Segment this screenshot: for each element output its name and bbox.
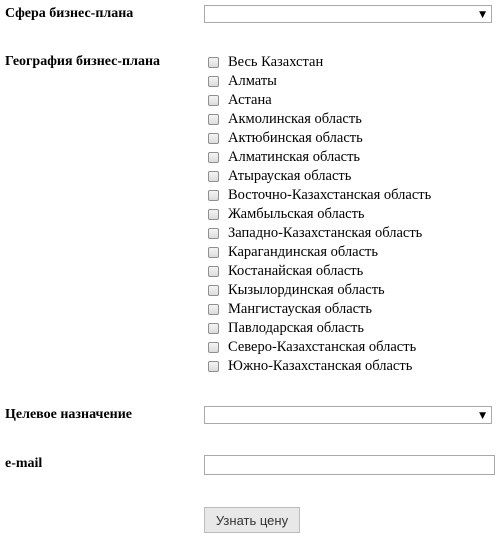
region-option[interactable] bbox=[208, 300, 431, 319]
region-option[interactable] bbox=[208, 243, 431, 262]
checkbox[interactable] bbox=[208, 133, 219, 144]
get-price-button[interactable]: Узнать цену bbox=[204, 507, 300, 533]
region-label: Алматы bbox=[228, 73, 277, 89]
region-option[interactable] bbox=[208, 357, 431, 376]
region-label: Карагандинская область bbox=[228, 244, 378, 260]
checkbox[interactable] bbox=[208, 285, 219, 296]
chevron-down-icon: ▼ bbox=[479, 10, 486, 20]
region-label: Весь Казахстан bbox=[228, 54, 324, 70]
sphere-label: Сфера бизнес-плана bbox=[5, 6, 134, 21]
sphere-select[interactable] bbox=[204, 5, 492, 23]
region-label: Жамбыльская область bbox=[228, 206, 365, 222]
checkbox[interactable] bbox=[208, 76, 219, 87]
region-label: Кызылординская область bbox=[228, 282, 385, 298]
region-option[interactable] bbox=[208, 319, 431, 338]
region-option[interactable] bbox=[208, 281, 431, 300]
region-option[interactable] bbox=[208, 53, 431, 72]
region-option[interactable] bbox=[208, 91, 431, 110]
region-option[interactable] bbox=[208, 224, 431, 243]
region-option[interactable] bbox=[208, 167, 431, 186]
chevron-down-icon: ▼ bbox=[479, 411, 486, 421]
region-label: Западно-Казахстанская область bbox=[228, 225, 423, 241]
checkbox[interactable] bbox=[208, 323, 219, 334]
region-option[interactable] bbox=[208, 186, 431, 205]
geography-label: География бизнес-плана bbox=[5, 54, 161, 69]
region-option[interactable] bbox=[208, 205, 431, 224]
purpose-select[interactable] bbox=[204, 406, 492, 424]
email-label: e-mail bbox=[5, 456, 43, 471]
region-option[interactable] bbox=[208, 129, 431, 148]
region-label: Алматинская область bbox=[228, 149, 361, 165]
email-field[interactable] bbox=[204, 455, 495, 475]
region-option[interactable] bbox=[208, 148, 431, 167]
region-label: Астана bbox=[228, 92, 272, 108]
region-option[interactable] bbox=[208, 262, 431, 281]
checkbox[interactable] bbox=[208, 114, 219, 125]
checkbox[interactable] bbox=[208, 171, 219, 182]
checkbox[interactable] bbox=[208, 247, 219, 258]
region-label: Южно-Казахстанская область bbox=[228, 358, 413, 374]
region-option[interactable] bbox=[208, 72, 431, 91]
region-label: Мангистауская область bbox=[228, 301, 373, 317]
region-label: Актюбинская область bbox=[228, 130, 363, 146]
region-label: Павлодарская область bbox=[228, 320, 365, 336]
region-label: Атырауская область bbox=[228, 168, 352, 184]
checkbox[interactable] bbox=[208, 342, 219, 353]
geography-region-list bbox=[208, 53, 431, 376]
region-label: Акмолинская область bbox=[228, 111, 362, 127]
region-label: Северо-Казахстанская область bbox=[228, 339, 417, 355]
purpose-label: Целевое назначение bbox=[5, 407, 133, 422]
region-label: Костанайская область bbox=[228, 263, 364, 279]
checkbox[interactable] bbox=[208, 266, 219, 277]
checkbox[interactable] bbox=[208, 209, 219, 220]
checkbox[interactable] bbox=[208, 152, 219, 163]
checkbox[interactable] bbox=[208, 57, 219, 68]
region-option[interactable] bbox=[208, 338, 431, 357]
checkbox[interactable] bbox=[208, 190, 219, 201]
checkbox[interactable] bbox=[208, 228, 219, 239]
region-option[interactable] bbox=[208, 110, 431, 129]
checkbox[interactable] bbox=[208, 95, 219, 106]
checkbox[interactable] bbox=[208, 304, 219, 315]
checkbox[interactable] bbox=[208, 361, 219, 372]
region-label: Восточно-Казахстанская область bbox=[228, 187, 432, 203]
